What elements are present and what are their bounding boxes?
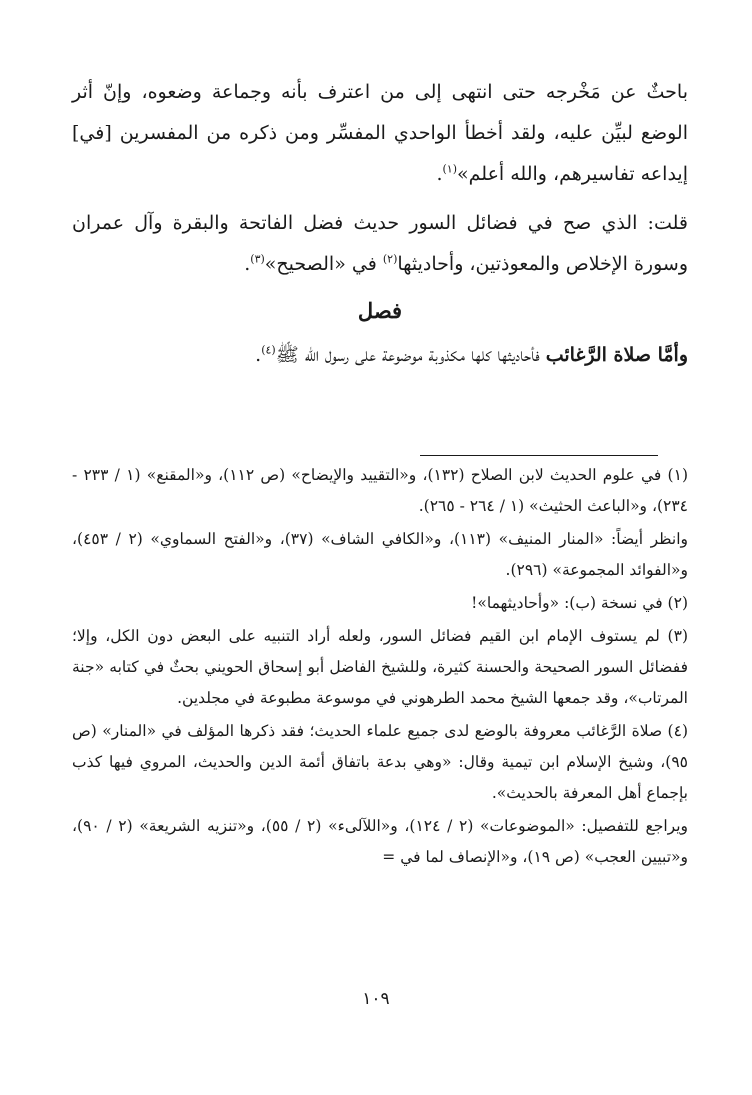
paragraph-3-lead: وأمَّا صلاة الرَّغائب [545, 344, 688, 366]
footnote-4-continued: ويراجع للتفصيل: «الموضوعات» (٢ / ١٢٤)، و«اللآلىء» (٢ / ٥٥)، و«تنزيه الشريعة» (٢ / ٩٠)، و«تبيين العجب» (ص ١٩)، و«الإنصاف لما في = [72, 817, 689, 866]
paragraph-2 [72, 203, 688, 285]
section-heading: فصل [357, 298, 403, 323]
footnote-ref-3: (٣) [250, 252, 265, 266]
paragraph-3-end: . [255, 344, 262, 366]
footnote-1-continued: وانظر أيضاً: «المنار المنيف» (١١٣)، و«الكافي الشاف» (٣٧)، و«الفتح السماوي» (٢ / ٤٥٣)، و«الفوائد المجموعة» (٢٩٦). [72, 530, 689, 579]
paragraph-3 [72, 335, 688, 376]
footnote-ref-2: (٢) [382, 252, 398, 266]
paragraph-1 [72, 72, 688, 195]
page-number: ١٠٩ [362, 989, 390, 1009]
footnote-2: (٢) في نسخة (ب): «وأحاديثهما»! [471, 594, 688, 612]
footnote-1: (١) في علوم الحديث لابن الصلاح (١٣٢)، و«التقييد والإيضاح» (ص ١١٢)، و«المقنع» (١ / ٢٣٣ - ٢٣٤)، و«الباعث الحثيث» (١ / ٢٦٤ - ٢٦٥). [72, 466, 688, 515]
footnotes [72, 460, 688, 875]
paragraph-2-mid: في «الصحيح» [264, 253, 383, 275]
footnote-4: (٤) صلاة الرَّغائب معروفة بالوضع لدى جميع علماء الحديث؛ فقد ذكرها المؤلف في «المنار» (ص ٩٥)، وشيخ الإسلام ابن تيمية وقال: «وهي بدعة باتفاق أئمة الدين والحديث، المروي فيها كذب بإجماع أهل المعرفة بالحديث». [72, 722, 688, 802]
paragraph-1-text: باحثٌ عن مَخْرجه حتى انتهى إلى من اعترف بأنه وجماعة وضعوه، وإنّ أثر الوضع لبيِّن عليه، ولقد أخطأ الواحدي المفسِّر ومن ذكره من المفسرين [في] إيداعه تفاسيرهم، والله أعلم» [72, 81, 688, 185]
paragraph-2-end: . [244, 253, 251, 275]
paragraph-2-text: قلت: الذي صح في فضائل السور حديث فضل الفاتحة والبقرة وآل عمران وسورة الإخلاص والمعوذتين، وأحاديثها [72, 212, 688, 275]
footnote-ref-4: (٤) [261, 343, 276, 357]
paragraph-1-end: . [436, 163, 443, 185]
paragraph-3-text: فأحاديثها كلها مكذوبة موضوعة على رسول الله ﷺ [275, 344, 546, 366]
main-text [72, 72, 688, 376]
footnote-divider [420, 455, 658, 456]
footnote-3: (٣) لم يستوف الإمام ابن القيم فضائل السور، ولعله أراد التنبيه على البعض دون الكل، وإلا؛ ففضائل السور الصحيحة والحسنة كثيرة، وللشيخ الفاضل أبو إسحاق الحويني بحثٌ في كتابه «جنة المرتاب»، وقد جمعها الشيخ محمد الطرهوني في موسوعة مطبوعة في مجلدين. [72, 627, 688, 707]
footnote-ref-1: (١) [442, 162, 458, 176]
